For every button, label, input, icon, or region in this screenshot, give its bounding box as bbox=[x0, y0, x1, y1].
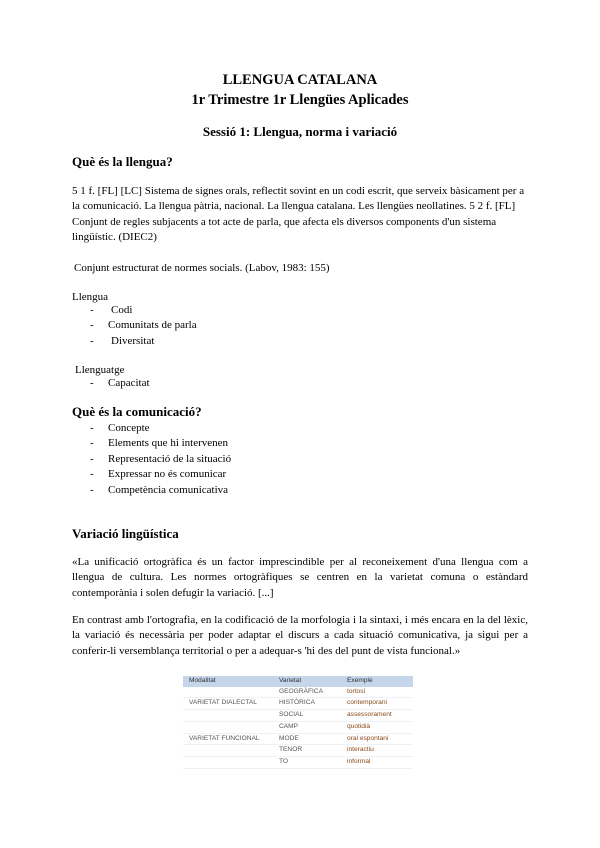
table-header-row bbox=[183, 676, 413, 687]
list-item: - Diversitat bbox=[72, 334, 197, 349]
table-header-cell: Exemple bbox=[341, 676, 413, 687]
table-row: VARIETAT DIALECTAL HISTÒRICA contemporani bbox=[183, 698, 413, 710]
list-item: - Capacitat bbox=[72, 376, 150, 391]
definition-paragraph: 5 1 f. [FL] [LC] Sistema de signes orals, reflectit sovint en un codi escrit, que serveix bàsicament per a la comunicació. La llengua pàtria, nacional. La llengua catalana. Les llengües neollatines. 5 2 f. [FL] Conjunt de regles subjacents a tot acte de parla, que afecta els diversos components d'un sistema lingüístic. (DIEC2) bbox=[72, 185, 525, 244]
llengua-list bbox=[72, 303, 197, 349]
table-row: TO informal bbox=[183, 756, 413, 768]
list-item: - Concepte bbox=[72, 421, 231, 436]
document-subtitle: 1r Trimestre 1r Llengües Aplicades bbox=[191, 92, 409, 108]
session-title: Sessió 1: Llengua, norma i variació bbox=[202, 124, 398, 139]
heading-variacio: Variació lingüística bbox=[72, 526, 179, 541]
llenguatge-label: Llenguatge bbox=[75, 364, 125, 376]
list-item: - Competència comunicativa bbox=[72, 483, 231, 498]
table-row: CAMP quotidià bbox=[183, 721, 413, 733]
table-header-cell: Varietat bbox=[273, 676, 341, 687]
table-row: TENOR interactiu bbox=[183, 745, 413, 757]
table-row: SOCIAL assessorament bbox=[183, 710, 413, 722]
table-header-cell: Modalitat bbox=[183, 676, 273, 687]
list-item: - Comunitats de parla bbox=[72, 318, 197, 333]
comunicacio-list bbox=[72, 421, 231, 498]
list-item: - Expressar no és comunicar bbox=[72, 467, 231, 482]
llenguatge-list bbox=[72, 376, 150, 391]
list-item: - Codi bbox=[72, 303, 197, 318]
table-row: VARIETAT FUNCIONAL MODE oral espontani bbox=[183, 733, 413, 745]
document-title: LLENGUA CATALANA bbox=[222, 72, 378, 88]
labov-quote: Conjunt estructurat de normes socials. (Labov, 1983: 155) bbox=[74, 262, 330, 274]
list-item: - Representació de la situació bbox=[72, 452, 231, 467]
table-row: GEOGRÀFICA tortosí bbox=[183, 687, 413, 698]
variacio-paragraph-2: En contrast amb l'ortografia, en la codificació de la morfologia i la sintaxi, i més encara en la del lèxic, la variació és necessària per poder adaptar el discurs a cada situació comunicativa, ja sigui per a conferir-li versemblança territorial o per a adequar-s 'hi des del punt de vista funcional.» bbox=[72, 614, 528, 657]
list-item: - Elements que hi intervenen bbox=[72, 436, 231, 451]
variacio-paragraph-1: «La unificació ortogràfica és un factor imprescindible per al reconeixement d'una llengua com a llengua de cultura. Les normes ortogràfiques se centren en la varietat comuna o estàndard contemporània i solen defugir la variació. [...] bbox=[72, 556, 528, 599]
heading-llengua: Què és la llengua? bbox=[72, 154, 173, 169]
llengua-label: Llengua bbox=[72, 291, 109, 303]
heading-comunicacio: Què és la comunicació? bbox=[72, 404, 202, 419]
variation-table bbox=[183, 676, 413, 769]
